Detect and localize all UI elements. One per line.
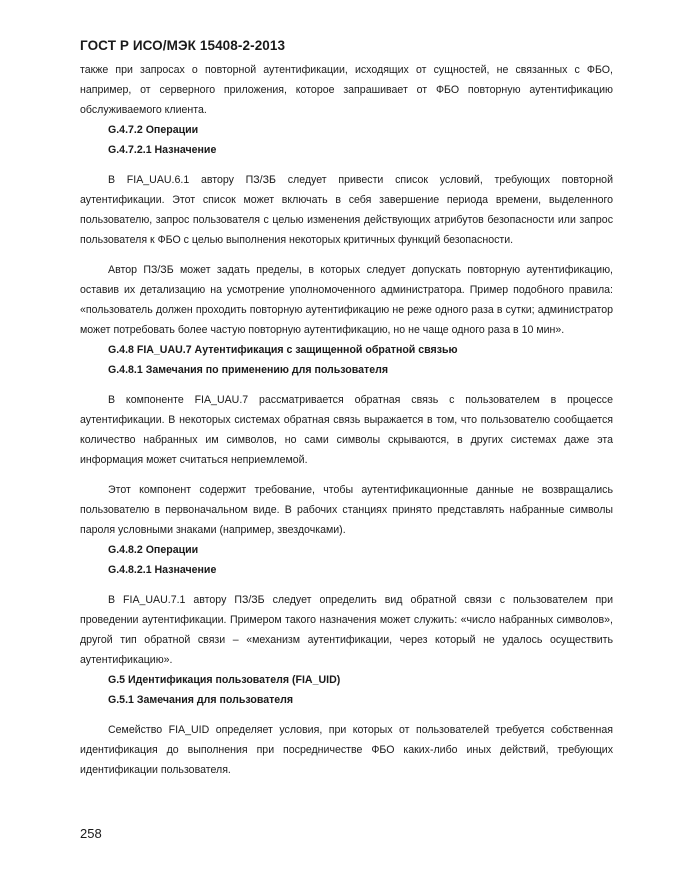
page-number: 258 (80, 826, 102, 841)
subsection-heading-g51: G.5.1 Замечания для пользователя (108, 694, 294, 706)
paragraph-component-requirement: Этот компонент содержит требование, чтобы аутентификационные данные не возвращались пользователю в первоначальном виде. В рабочих станциях принято представлять набранные символы пароля условными знаками (например, звездочками). (80, 484, 613, 536)
document-header: ГОСТ Р ИСО/МЭК 15408-2-2013 (80, 38, 286, 53)
paragraph-reauth-limits: Автор ПЗ/ЗБ может задать пределы, в которых следует допускать повторную аутентификацию, оставив их детализацию на усмотрение уполномоченного администратора. Пример подобного правила: «пользователь должен проходить повторную аутентификацию не реже одного раза в сутки; администратор может потребовать более частую повторную аутентификацию, но не чаще одного раза в 10 мин». (80, 264, 613, 336)
section-heading-g48: G.4.8 FIA_UAU.7 Аутентификация с защищенной обратной связью (108, 344, 458, 356)
section-heading-g5: G.5 Идентификация пользователя (FIA_UID) (108, 674, 341, 686)
paragraph-continuation: также при запросах о повторной аутентификации, исходящих от сущностей, не связанных с ФБО, например, от серверного приложения, которое запрашивает от ФБО повторную аутентификацию обслуживаемого клиента. (80, 64, 613, 116)
subsection-heading-g481: G.4.8.1 Замечания по применению для пользователя (108, 364, 389, 376)
paragraph-uau71-assignment: В FIA_UAU.7.1 автору ПЗ/ЗБ следует определить вид обратной связи с пользователем при проведении аутентификации. Примером такого назначения может служить: «число набранных символов», другой тип обратной связи – «механизм аутентификации, через который не удалось осуществить аутентификацию». (80, 594, 613, 666)
subsection-heading-g4821: G.4.8.2.1 Назначение (108, 564, 217, 576)
paragraph-uau6-list: В FIA_UAU.6.1 автору ПЗ/ЗБ следует привести список условий, требующих повторной аутентификации. Этот список может включать в себя завершение периода времени, выделенного пользователю, запрос пользователя с целью изменения действующих атрибутов безопасности или запрос пользователя к ФБО с целью выполнения некоторых критичных функций безопасности. (80, 174, 613, 246)
paragraph-uau7-feedback: В компоненте FIA_UAU.7 рассматривается обратная связь с пользователем в процессе аутентификации. В некоторых системах обратная связь выражается в том, что пользователю сообщается количество набранных им символов, но сами символы скрываются, в других системах даже эта информация может считаться неприемлемой. (80, 394, 613, 466)
section-heading-g482: G.4.8.2 Операции (108, 544, 199, 556)
paragraph-fia-uid: Семейство FIA_UID определяет условия, при которых от пользователей требуется собственная идентификация до выполнения при посредничестве ФБО каких-либо иных действий, требующих идентификации пользователя. (80, 724, 613, 776)
section-heading-g472: G.4.7.2 Операции (108, 124, 199, 136)
document-body (80, 60, 613, 780)
subsection-heading-g4721: G.4.7.2.1 Назначение (108, 144, 217, 156)
